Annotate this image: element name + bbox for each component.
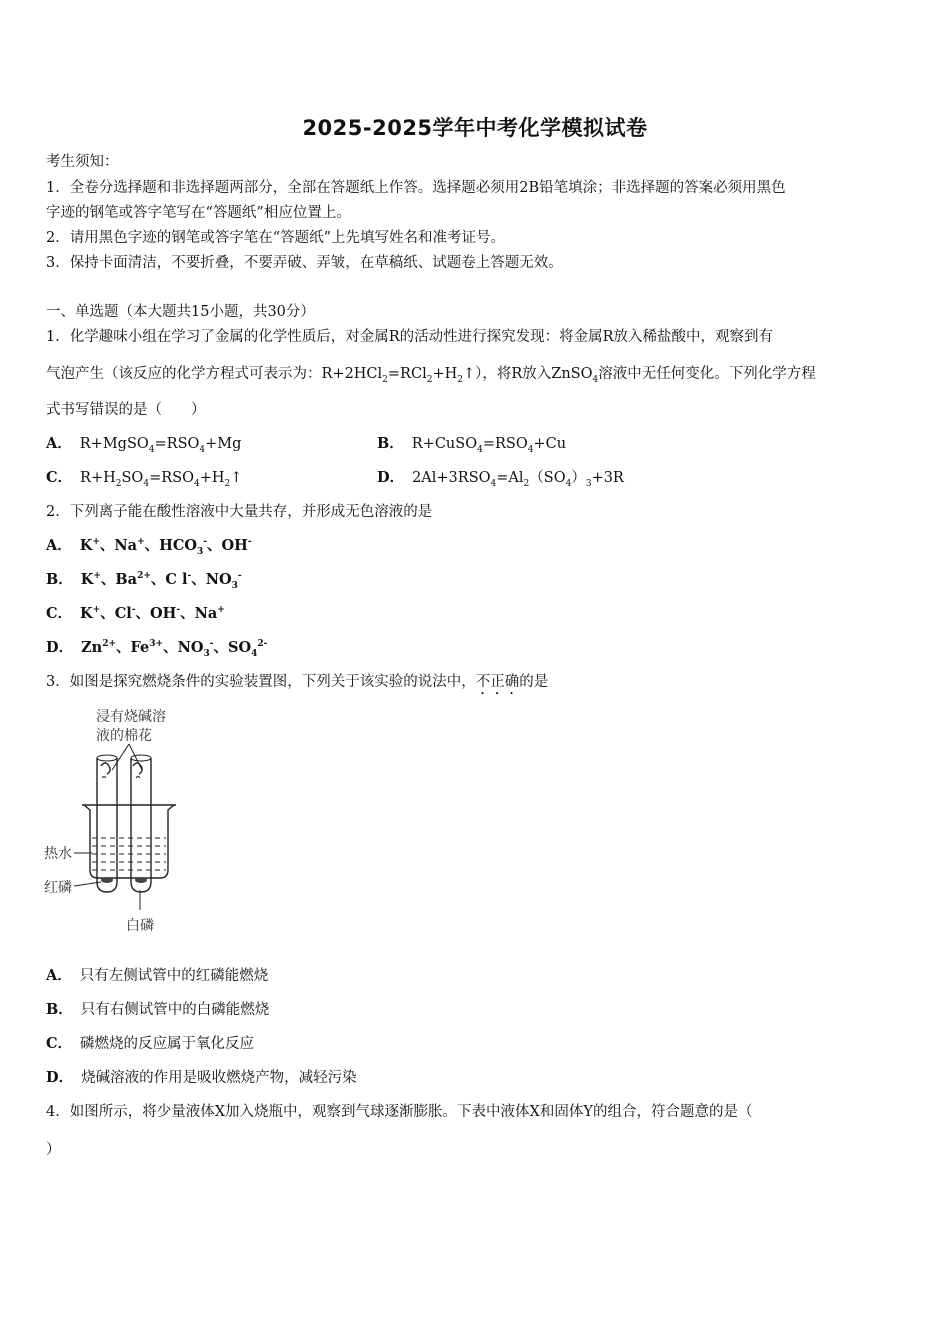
notice-item-3: 3．保持卡面清洁，不要折叠，不要弄破、弄皱，在草稿纸、试题卷上答题无效。 [46, 255, 563, 271]
notice-heading: 考生须知： [46, 154, 119, 170]
q1-stem-line3: 式书写错误的是（ ） [46, 402, 206, 418]
q1-stem-line1: 1．化学趣味小组在学习了金属的化学性质后，对金属R的活动性进行探究发现：将金属R放入稀盐酸中，观察到有 [46, 329, 774, 345]
q1-stem-line2: 气泡产生（该反应的化学方程式可表示为：$R+2HCl_2=RCl_2+H_2↑$），将R放入ZnSO$_4$溶液中无任何变化。下列化学方程 [46, 366, 816, 385]
q3-stem: 3．如图是探究燃烧条件的实验装置图，下列关于该实验的说法中，不正确的是 [46, 674, 549, 690]
q3-option-c[interactable]: C． 磷燃烧的反应属于氧化反应 [46, 1035, 255, 1052]
q1-option-d[interactable]: D． $2Al+3RSO_4=Al_2(SO_4)_3+3R$ [377, 469, 624, 489]
q1-option-b[interactable]: B． $R+CuSO_4=RSO_4+Cu$ [377, 435, 567, 455]
q3-option-b[interactable]: B． 只有右侧试管中的白磷能燃烧 [46, 1001, 270, 1018]
figure-label-white-phosphorus: 白磷 [126, 918, 154, 934]
q1-option-c[interactable]: C． $R+H_2SO_4=RSO_4+H_2↑$ [46, 469, 243, 489]
q2-option-a[interactable]: A． K+、Na+、$HCO_3^-$、OH- [46, 537, 252, 557]
notice-item-1: 1．全卷分选择题和非选择题两部分，全部在答题纸上作答。选择题必须用2B铅笔填涂；非选择题的答案必须用黑色 [46, 180, 786, 196]
q2-option-d[interactable]: D． $Zn^{2+}$、$Fe^{3+}$、$NO_3^-$、$SO_4^{2-}$ [46, 639, 268, 659]
page-title: 2025-2025学年中考化学模拟试卷 [302, 116, 648, 140]
q4-stem-line1: 4．如图所示，将少量液体X加入烧瓶中，观察到气球逐渐膨胀。下表中液体X和固体Y的组合，符合题意的是（ [46, 1104, 753, 1120]
section-heading: 一、单选题（本大题共15小题，共30分） [46, 304, 315, 320]
notice-item-1-cont: 字迹的钢笔或答字笔写在“答题纸”相应位置上。 [46, 205, 351, 221]
q4-stem-line2: ） [46, 1142, 61, 1158]
figure-label-cotton-line1: 浸有烧碱溶 [96, 709, 166, 725]
figure-label-cotton-line2: 液的棉花 [96, 728, 152, 744]
figure-label-hot-water: 热水 [44, 846, 72, 862]
q2-option-b[interactable]: B． K+、$Ba^{2+}$、C l-、$NO_3^-$ [46, 571, 242, 591]
q1-option-a[interactable]: A． $R+MgSO_4=RSO_4+Mg$ [46, 435, 242, 455]
notice-item-2: 2．请用黑色字迹的钢笔或答字笔在“答题纸”上先填写姓名和准考证号。 [46, 230, 506, 246]
q3-stem-emphasis: 不正确 [475, 674, 520, 690]
q3-option-a[interactable]: A． 只有左侧试管中的红磷能燃烧 [46, 967, 269, 984]
q2-option-c[interactable]: C． K+、Cl-、OH-、Na+ [46, 605, 225, 622]
combustion-apparatus-figure [44, 700, 194, 945]
figure-label-red-phosphorus: 红磷 [44, 880, 72, 896]
q3-option-d[interactable]: D． 烧碱溶液的作用是吸收燃烧产物，减轻污染 [46, 1069, 357, 1086]
q2-stem: 2．下列离子能在酸性溶液中大量共存，并形成无色溶液的是 [46, 504, 433, 520]
